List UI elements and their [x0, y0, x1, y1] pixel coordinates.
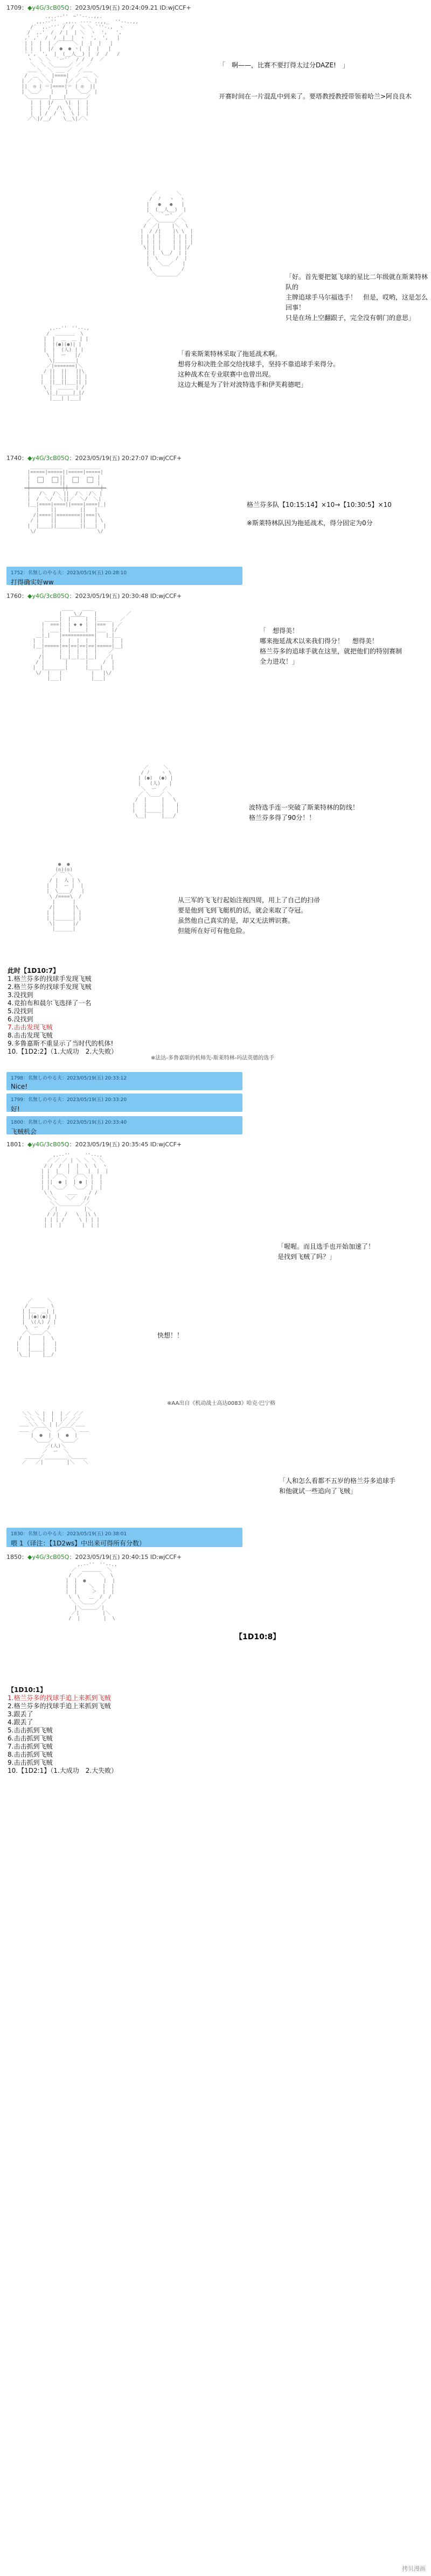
- dialog-line: 「 啊——，比赛不要打得太过分DAZE! 」: [219, 61, 349, 69]
- vote-note: ※法达-多鲁嘉斯的机师先-斯莱特林-玛法英德的选手: [151, 1055, 275, 1061]
- post-header: 1801：◆y4G/3cB05Q：2023/05/19(五) 20:35:45 ID:wjCCF+: [6, 1141, 182, 1148]
- dialog-line: 快想！！: [157, 1332, 184, 1339]
- dialog-line: 「人和怎么看都不五岁的格兰芬多追球手 和他就试一些追向了飞贼」: [279, 1477, 396, 1495]
- watermark: 拷贝漫画: [402, 2565, 426, 2572]
- post-header: 1709：◆y4G/3cB05Q：2023/05/19(五) 20:24:09.21 ID:wjCCF+: [6, 4, 191, 11]
- post-header: 1760：◆y4G/3cB05Q：2023/05/19(五) 20:30:48 ID:wjCCF+: [6, 593, 182, 600]
- reply-post: 1752：名無しのやる夫：2023/05/19(五) 20:28:10 打得确实好ww: [6, 567, 242, 585]
- vote-list: 此时【1D10:7】 1.格兰芬多的找球手发现飞贼 2.格兰芬多的找球手发现飞贼 3.没找到 4.竞拍布和晨尔飞选择了一名 5.没找到 6.没找到 7.击击发现飞贼 8.击击发现飞贼 9.多鲁嘉斯不重显示了当时代的机体! 10.【1D2:2】（1.大成功 2.大失败）: [8, 967, 118, 1055]
- dialog-line: 从三军的飞飞行起始注视四周，用上了自己的扫帚 要是他到飞到飞艇机的话，就会来取了夺冠。 虽然他自己真实的是，却又无法辨识赛。 但能所在好可有他危险。: [178, 896, 321, 935]
- aa-art-profile: ,.-‐''￣''‐-., ／ ＿＿＿＿ ＼ / ／ ＼ \ | | ● | | | | ＼ | | | | ＞ | | \ \ ＿ / / ＼ ＼＿＿／ ／ |＼＿＿＿／| ／| |＼ / | | \: [65, 1562, 117, 1621]
- aa-art-gunner: .,..-‐''￣~''‐-..,,. ,,.-‐'' _,,.. -‐‐- ..,,_ ''‐-..,, /´ ,.-''´ / / ＼ ＼ `''-., ヽ / ,.' / / | | ＼ ヽ ', ', ,' ,' / / | | ヽ ', ', | | | | | ／￣￣￣＼ | | | | | | | |/ ● ● ヽ| | | | ',', ', | (__人__) | / / / ヽ ＼ ＼ `ー'´ / / / ／ ＼ ＼ ＼_____／ ／ ／ ＿＿＼ ＼ ___ ／ ／＿＿ / ＿ ＼ |====| ／ ＿ ＼ | ／ ＼ ＼| |／ ／ ＼ | || ◎ | ＝|====|＝ | ◎ || | ＼＿／ | | ＼＿／ | ＼＿＿＿＿|____|＿＿＿＿／ | | |/ \| | | | | / /\ \ | | | | / / \ \ | | ／＼|/__/ \__\|／＼: [22, 14, 138, 122]
- vote-list: 【1D10:1】 1.格兰芬多的找球手追上来抓到飞贼 2.格兰芬多的找球手追上来抓到飞贼 3.跟丢了 4.跟丢了 5.击击抓到飞贼 6.击击抓到飞贼 7.击击抓到飞贼 8.击击抓到飞贼 9.击击抓到飞贼 10.【1D2:1】（1.大成功 2.大失败）: [8, 1686, 118, 1774]
- dice-result: 【1D10:8】: [235, 1633, 281, 1641]
- aa-art-commentator: ,.-‐''￣''‐-., / ＿＿＿＿ \ | | ＿ ＿ | | | |(●)(●)| | | | (人) | | \ | ー |/ \|_______| ／|=======|＼ / || || ||\ | || || || | | ||__||___|| | \ | ＿＿＿ | / \|_|_____|_|/ |___| |___|: [40, 326, 89, 401]
- aa-art-seeker: ● ● (◎)(◎) ／ ￣ ＼ / | 人 | \ | | ー | | | \____/ | \ /====\ / | | /| |\ | | | | | |______| | \| |/ |______|: [46, 862, 85, 932]
- dialog-line: 「好。首先要把氪飞球的星比二年级就在斯莱特林队的 主牌追球手马尔福选手！ 但是，哎哟，这是怎么回事！ 只是在场上空翻跟子，完全没有朝门的意思」: [286, 273, 428, 322]
- reply-post: 1800：名無しのやる夫：2023/05/19(五) 20:33:40 飞贼机会: [6, 1116, 242, 1134]
- aa-caption: ※AA出自《机动战士高达0083》哈克·巴宁格: [167, 1401, 275, 1407]
- dialog-line: 「看来斯莱特林采取了拖延战术啊。 想将分和决胜全部交给找球手，坚持不靠追球手来得分。 这种战术在专业联赛中也曾出现。 这边大概是为了针对波特选手和伊芙莉德吧」: [178, 350, 340, 388]
- aa-art-closeup: ＼＼ ＼ | | | ／ ／／ ＼＼ ＼| | |／ ／／ ＿＿＼＼ ＼ | |／ ／／＿＿ ＿＿ ／￣￣＼ ／￣￣＼ ＿＿ | ● | | ● | ＼＿＿／ ＼＿＿／ ／(人)＼ ／ ー ＼ ＿＿＿／________＼＿＿＿ ／ ／| |＼ ＼: [19, 1411, 89, 1465]
- aa-art-mecha: ___________ ___________ |=====|=====||=====|=====| | ┌─┐ ┌─┐|| ┌─┐ ┌─┐ | | └─┘ └─┘|| └─┘ └─┘ | ═╪═══════════╪╪═══════════╪═ | /＼ /＼ || /＼ /＼ | | / ＼/ ＼||／ ＼/ ＼| |__|====|====||====|====|_| | || || | /|====||========||===|\ / | || || | \ | |____||________||___| | \/ \/: [24, 464, 107, 534]
- aa-art-announcer: ／￣￣￣￣＼ / ﾉ ヽ ヽ | ● ● | | (__人__) | ＼ ｀ー' ／ ／ ＼＿＿＿／ ＼ / ／| |＼ \ | / /| |\ \ | | | | | | | | | | | | | | | | | \| | | | | |/ | | \__/ | | | \ / | | ＼__／ | \ / ＼＿＿＿＿／: [140, 191, 193, 277]
- score-line: 格兰芬多队【10:15:14】×10→【10:30:5】×10: [247, 501, 392, 509]
- reply-post: 1830：名無しのやる夫：2023/05/19(五) 20:38:01 喂 1（译注：【1D2ws】中出来可得所有分数）: [6, 1528, 242, 1547]
- aa-art-chaser: ／￣￣￣＼ / ﾉ ヽ \ | (●) (●) | | (人) | ＼ ー ／ ／ ＼___／ ＼ / | | \ | | | | | |_____| | \__| |___/: [132, 765, 179, 819]
- dialog-line: 波特选手连一突破了斯莱特林的防线！ 格兰芬多得了90分！！: [249, 804, 359, 821]
- reply-post: 1798：名無しのやる夫：2023/05/19(五) 20:33:12 Nice!: [6, 1072, 242, 1090]
- reply-post: 1799：名無しのやる夫：2023/05/19(五) 20:33:20 好!: [6, 1094, 242, 1112]
- dialog-line: 「 想得美！ 哪来拖延战术以来我们得分！ 想得美！ 格兰芬多的追球手就在这里，就把他们的特别赛制 全力进攻！」: [260, 627, 402, 665]
- aa-art-girl: ,.-‐''￣￣￣''‐-., ／ ／ ／ | ＼ ＼ ＼ ＼ / / / | | \ \ ヽ | | | | | | | | | | ／￣＼ ／￣＼ | | | || ● | | ● | | | | | ＼＿／ ＼＿／ | | \ \ ＿＿ / / ＼＼ ＼／ // ＼＼_______／／ ／| |＼ / /| / \ |\ \ | | | / \ | | | | | | | | |: [41, 1153, 108, 1228]
- aa-art-soldier: ／￣￣￣＼ / ＿＿＿ \ | |＿ ＿| | | |(●)(●)| | | \(人) / | \ ー / ／＼＿＿／＼ / | | \ | | | | | |____| | \__| |__/: [16, 1298, 57, 1357]
- aa-art-gundam: ____ ____ | \_/ | ／ _____| |￣￣￣| |_____ ／ | ===| | ◆ ◆ | |=== | ／ | ___| |_____| |___ |/ __|_| |===========| |_|__ | | | | | | | | | |__|=====|==|==|==|==|=====|__| | | | | | | ／ /| |__|__|__|__| ／| / | | | / | | |_______| |____| | \/ | | | |\/ |___| |___|: [32, 606, 131, 681]
- dialog-line: 「喔喔。而且选手也开始加速了！ 是找到飞贼了吗？」: [277, 1243, 375, 1261]
- post-header: 1740：◆y4G/3cB05Q：2023/05/19(五) 20:27:07 ID:wjCCF+: [6, 455, 182, 462]
- score-note: ※斯莱特林队因为拖延战术，得分固定为0分: [247, 519, 373, 527]
- dialog-line: 开赛时间在一片混乱中到来了。要塔教授教授带领着哈兰>阿良良木: [219, 93, 412, 100]
- post-header: 1850：◆y4G/3cB05Q：2023/05/19(五) 20:40:15 ID:wjCCF+: [6, 1554, 182, 1561]
